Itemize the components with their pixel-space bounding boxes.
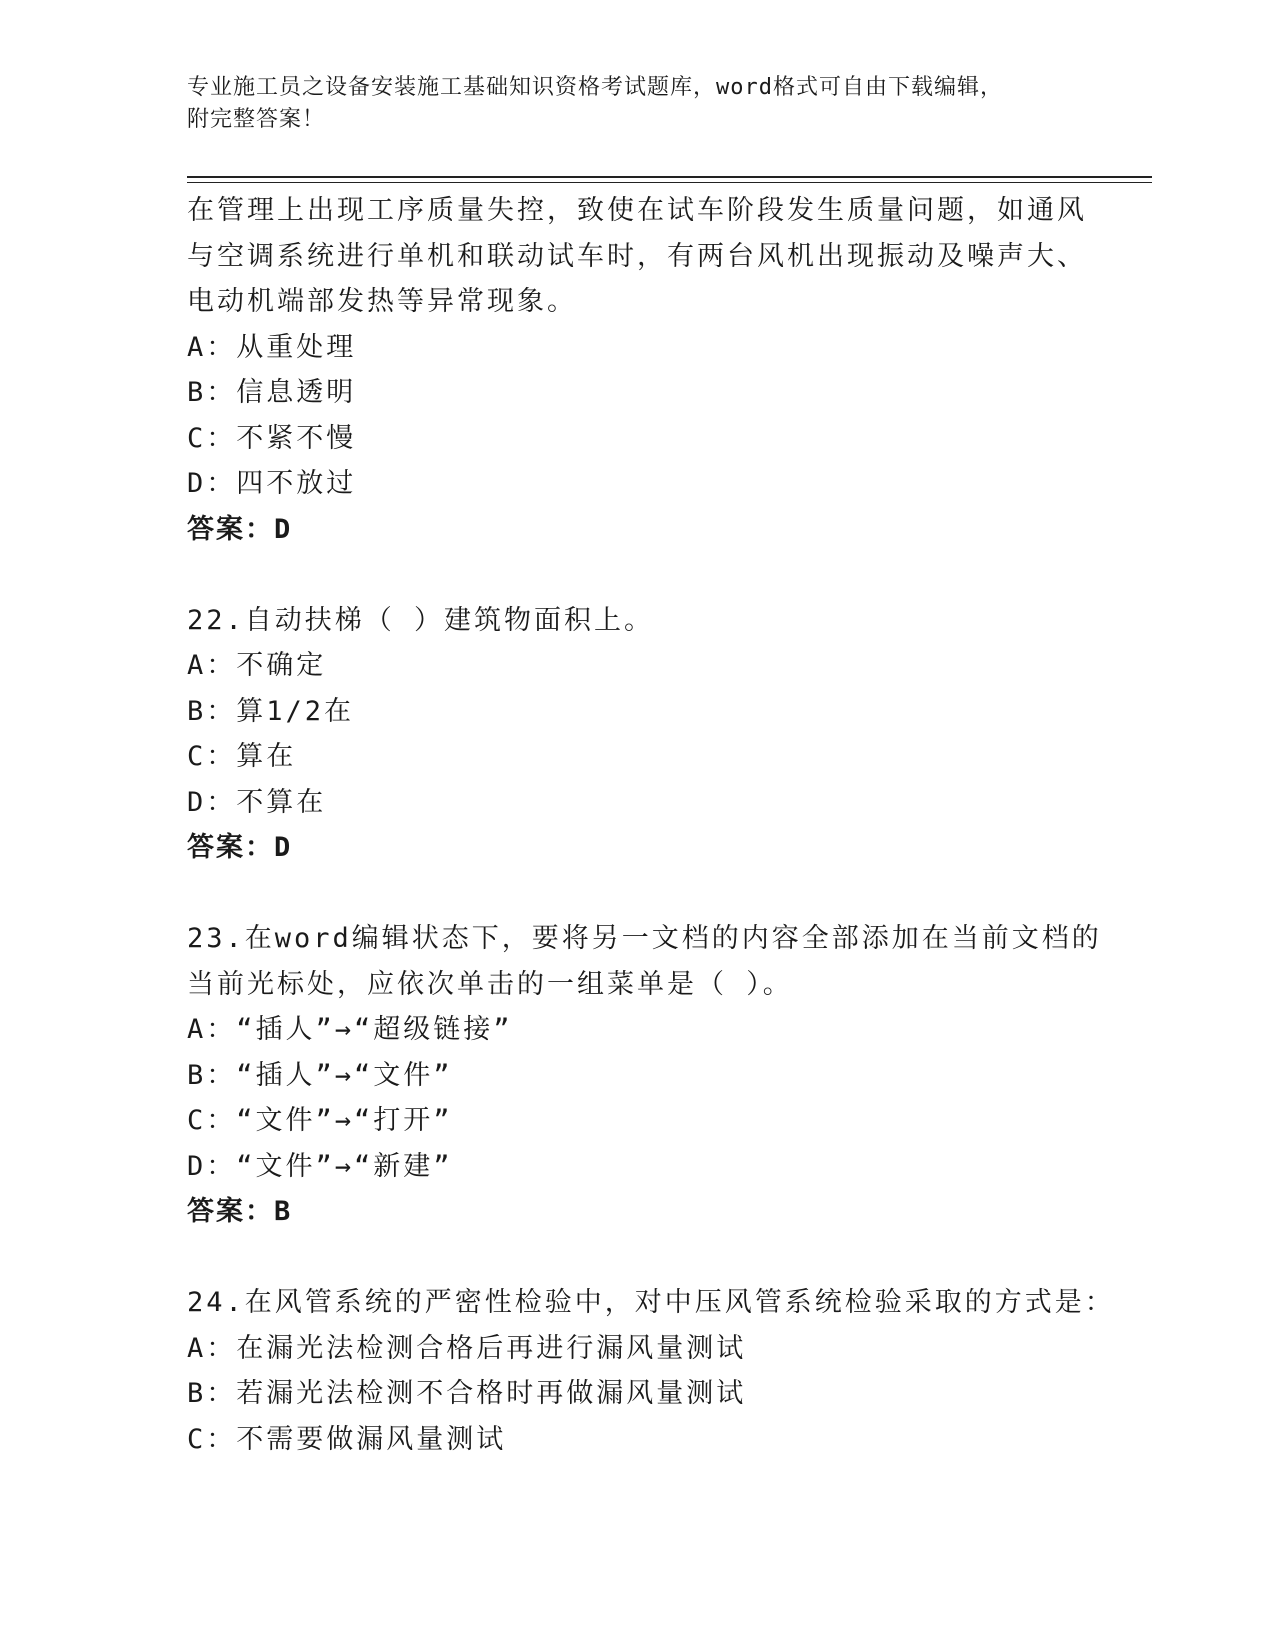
document-body bbox=[187, 188, 1115, 1462]
option-d: D：不算在 bbox=[187, 786, 327, 818]
document-header bbox=[187, 72, 1087, 136]
question-stem-line: 23.在word编辑状态下，要将另一文档的内容全部添加在当前文档的 bbox=[187, 923, 1102, 954]
option-b: B：若漏光法检测不合格时再做漏风量测试 bbox=[187, 1378, 747, 1409]
option-a: A：在漏光法检测合格后再进行漏风量测试 bbox=[187, 1332, 747, 1364]
header-divider-thin bbox=[187, 182, 1152, 183]
option-a: A：从重处理 bbox=[187, 331, 357, 363]
option-b: B：算1/2在 bbox=[187, 695, 355, 727]
answer-line: 答案：B bbox=[187, 1196, 293, 1227]
question-stem-line: 电动机端部发热等异常现象。 bbox=[187, 286, 577, 317]
question-stem-line: 24.在风管系统的严密性检验中，对中压风管系统检验采取的方式是： bbox=[187, 1287, 1115, 1318]
header-line-1: 专业施工员之设备安装施工基础知识资格考试题库，word格式可自由下载编辑， bbox=[187, 75, 1003, 100]
question-spacer bbox=[187, 1235, 1067, 1281]
question-stem-line: 当前光标处，应依次单击的一组菜单是（ ）。 bbox=[187, 968, 793, 1000]
header-divider-thick bbox=[187, 176, 1152, 178]
question-stem-line: 22.自动扶梯（ ）建筑物面积上。 bbox=[187, 604, 655, 636]
option-c: C：不紧不慢 bbox=[187, 422, 357, 454]
option-c: C：算在 bbox=[187, 741, 297, 772]
header-line-2: 附完整答案！ bbox=[187, 107, 326, 132]
option-a: A：不确定 bbox=[187, 650, 327, 681]
option-b: B：“插人”→“文件” bbox=[187, 1059, 453, 1091]
option-d: D：“文件”→“新建” bbox=[187, 1150, 453, 1182]
question-21 bbox=[187, 188, 1087, 552]
answer-line: 答案：D bbox=[187, 513, 293, 545]
option-c: C：“文件”→“打开” bbox=[187, 1105, 453, 1136]
question-spacer bbox=[187, 552, 1067, 598]
question-stem-line: 在管理上出现工序质量失控，致使在试车阶段发生质量问题，如通风 bbox=[187, 195, 1087, 226]
answer-line: 答案：D bbox=[187, 832, 293, 863]
question-22 bbox=[187, 598, 1067, 871]
option-d: D：四不放过 bbox=[187, 468, 357, 499]
question-spacer bbox=[187, 871, 1067, 917]
question-23 bbox=[187, 916, 1102, 1235]
question-stem-line: 与空调系统进行单机和联动试车时，有两台风机出现振动及噪声大、 bbox=[187, 240, 1087, 272]
option-b: B：信息透明 bbox=[187, 377, 357, 408]
option-c: C：不需要做漏风量测试 bbox=[187, 1423, 507, 1455]
question-24 bbox=[187, 1280, 1115, 1462]
option-a: A：“插人”→“超级链接” bbox=[187, 1014, 513, 1045]
